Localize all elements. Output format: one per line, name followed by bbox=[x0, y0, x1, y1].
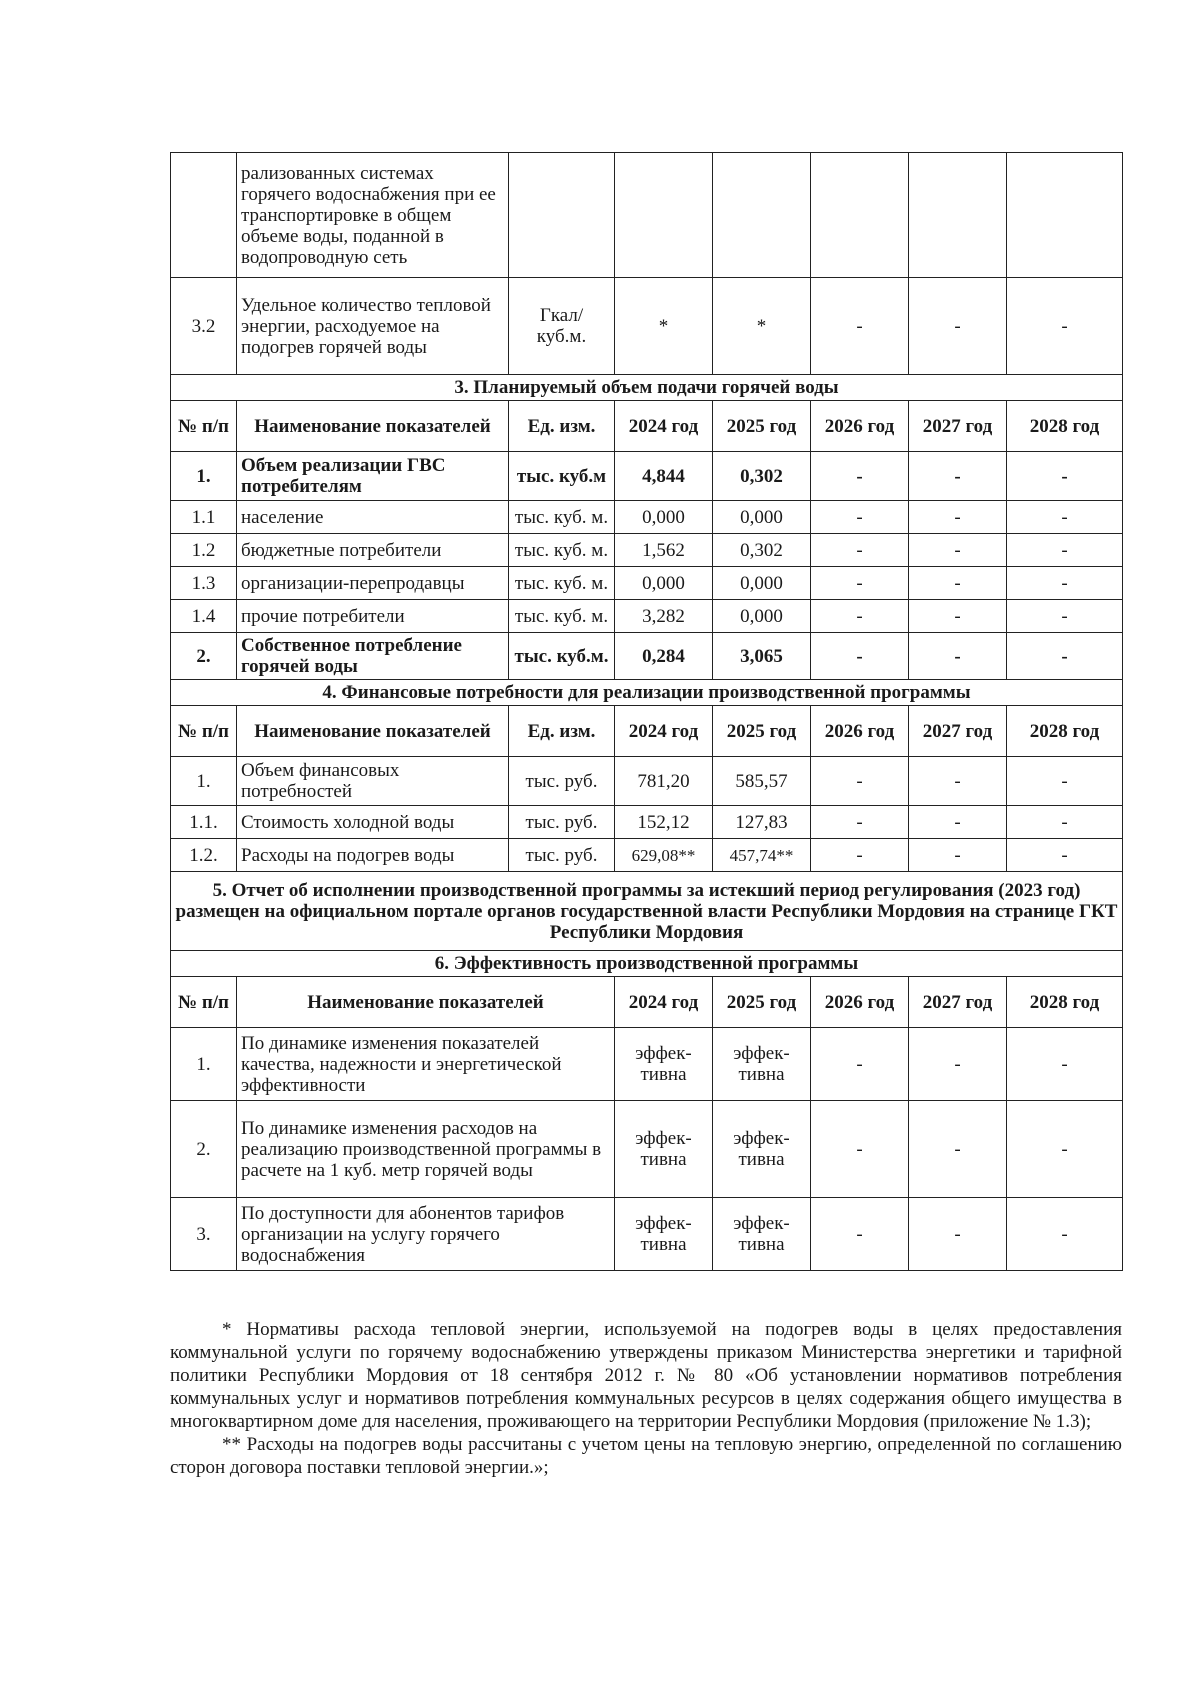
cell-num: 1. bbox=[171, 452, 237, 501]
cell-2026: - bbox=[811, 534, 909, 567]
table-row bbox=[171, 1101, 1123, 1198]
section-6-header-row bbox=[171, 977, 1123, 1028]
cell-name: бюджетные потребители bbox=[237, 534, 509, 567]
header-2026: 2026 год bbox=[811, 977, 909, 1028]
cell-unit bbox=[509, 153, 615, 278]
cell-name: Удельное количество тепловой энергии, расходуемое на подогрев горячей воды bbox=[237, 278, 509, 375]
cell-num: 3. bbox=[171, 1198, 237, 1271]
cell-2026: - bbox=[811, 757, 909, 806]
cell-2024: 629,08** bbox=[615, 839, 713, 872]
cell-2026: - bbox=[811, 1198, 909, 1271]
header-num: № п/п bbox=[171, 401, 237, 452]
table-row-3-2 bbox=[171, 278, 1123, 375]
cell-2027: - bbox=[909, 806, 1007, 839]
section-4-title-row bbox=[171, 680, 1123, 706]
section-4-header-row bbox=[171, 706, 1123, 757]
production-program-table bbox=[170, 152, 1123, 1271]
section-4-title: 4. Финансовые потребности для реализации производственной программы bbox=[171, 680, 1123, 706]
cell-2026: - bbox=[811, 567, 909, 600]
cell-2026: - bbox=[811, 806, 909, 839]
cell-2024: эффек- тивна bbox=[615, 1028, 713, 1101]
cell-num: 3.2 bbox=[171, 278, 237, 375]
cell-unit: тыс. куб. м. bbox=[509, 567, 615, 600]
cell-2028: - bbox=[1007, 757, 1123, 806]
cell-2026: - bbox=[811, 452, 909, 501]
table-row bbox=[171, 600, 1123, 633]
section-3-title-row bbox=[171, 375, 1123, 401]
cell-2025: 585,57 bbox=[713, 757, 811, 806]
cell-2028: - bbox=[1007, 452, 1123, 501]
cell-2027: - bbox=[909, 1101, 1007, 1198]
table-row bbox=[171, 839, 1123, 872]
cell-name: население bbox=[237, 501, 509, 534]
cell-2025: * bbox=[713, 278, 811, 375]
cell-name: Собственное потребление горячей воды bbox=[237, 633, 509, 680]
cell-unit: тыс. куб. м. bbox=[509, 501, 615, 534]
header-num: № п/п bbox=[171, 977, 237, 1028]
cell-2027: - bbox=[909, 839, 1007, 872]
cell-name: организации-перепродавцы bbox=[237, 567, 509, 600]
cell-2024: * bbox=[615, 278, 713, 375]
cell-num: 2. bbox=[171, 1101, 237, 1198]
cell-2026: - bbox=[811, 501, 909, 534]
cell-2024: 781,20 bbox=[615, 757, 713, 806]
cell-2028: - bbox=[1007, 806, 1123, 839]
cell-name: Стоимость холодной воды bbox=[237, 806, 509, 839]
header-2026: 2026 год bbox=[811, 401, 909, 452]
cell-2028: - bbox=[1007, 501, 1123, 534]
cell-name: Расходы на подогрев воды bbox=[237, 839, 509, 872]
table-row-continuation bbox=[171, 153, 1123, 278]
cell-2025: эффек- тивна bbox=[713, 1198, 811, 1271]
cell-num: 1.4 bbox=[171, 600, 237, 633]
header-2026: 2026 год bbox=[811, 706, 909, 757]
cell-2026: - bbox=[811, 600, 909, 633]
cell-2028: - bbox=[1007, 1198, 1123, 1271]
cell-2025: 0,000 bbox=[713, 501, 811, 534]
cell-2025: эффек- тивна bbox=[713, 1028, 811, 1101]
cell-2024: эффек- тивна bbox=[615, 1198, 713, 1271]
cell-2024: 0,284 bbox=[615, 633, 713, 680]
table-row bbox=[171, 757, 1123, 806]
header-name: Наименование показателей bbox=[237, 706, 509, 757]
section-5-report-text: 5. Отчет об исполнении производственной программы за истекший период регулирования (2023 год) размещен на официальном портале органов государственной власти Республики Мордовия на странице ГКТ Республики Мордовия bbox=[171, 872, 1123, 951]
header-2025: 2025 год bbox=[713, 401, 811, 452]
cell-2024: 0,000 bbox=[615, 567, 713, 600]
cell-2026: - bbox=[811, 1101, 909, 1198]
cell-name: Объем реализации ГВС потребителям bbox=[237, 452, 509, 501]
cell-num: 1.1. bbox=[171, 806, 237, 839]
cell-2027: - bbox=[909, 452, 1007, 501]
cell-2025 bbox=[713, 153, 811, 278]
cell-2028: - bbox=[1007, 600, 1123, 633]
cell-num: 1.2 bbox=[171, 534, 237, 567]
table-row bbox=[171, 1028, 1123, 1101]
section-3-title: 3. Планируемый объем подачи горячей воды bbox=[171, 375, 1123, 401]
cell-name: прочие потребители bbox=[237, 600, 509, 633]
cell-num: 1.3 bbox=[171, 567, 237, 600]
section-5-row bbox=[171, 872, 1123, 951]
cell-2025: 127,83 bbox=[713, 806, 811, 839]
cell-2026: - bbox=[811, 1028, 909, 1101]
table-row bbox=[171, 633, 1123, 680]
table-row bbox=[171, 806, 1123, 839]
cell-2027: - bbox=[909, 567, 1007, 600]
header-name: Наименование показателей bbox=[237, 977, 615, 1028]
cell-2028: - bbox=[1007, 633, 1123, 680]
cell-unit: Гкал/ куб.м. bbox=[509, 278, 615, 375]
cell-num: 2. bbox=[171, 633, 237, 680]
cell-2028: - bbox=[1007, 534, 1123, 567]
cell-name: По доступности для абонентов тарифов организации на услугу горячего водоснабжения bbox=[237, 1198, 615, 1271]
cell-2025: 0,000 bbox=[713, 600, 811, 633]
cell-name: По динамике изменения показателей качества, надежности и энергетической эффективности bbox=[237, 1028, 615, 1101]
cell-2025: 3,065 bbox=[713, 633, 811, 680]
header-2027: 2027 год bbox=[909, 977, 1007, 1028]
cell-2025: 0,302 bbox=[713, 534, 811, 567]
cell-2025: эффек- тивна bbox=[713, 1101, 811, 1198]
cell-name: По динамике изменения расходов на реализацию производственной программы в расчете на 1 куб. метр горячей воды bbox=[237, 1101, 615, 1198]
cell-2024: 4,844 bbox=[615, 452, 713, 501]
cell-2025: 0,000 bbox=[713, 567, 811, 600]
cell-name: рализованных системах горячего водоснабжения при ее транспортировке в общем объеме воды, поданной в водопроводную сеть bbox=[237, 153, 509, 278]
cell-2026 bbox=[811, 153, 909, 278]
section-3-header-row bbox=[171, 401, 1123, 452]
header-unit: Ед. изм. bbox=[509, 401, 615, 452]
cell-2027: - bbox=[909, 534, 1007, 567]
header-2024: 2024 год bbox=[615, 706, 713, 757]
header-2027: 2027 год bbox=[909, 401, 1007, 452]
cell-2028: - bbox=[1007, 1028, 1123, 1101]
footnote-2: ** Расходы на подогрев воды рассчитаны с учетом цены на тепловую энергию, определенной по соглашению сторон договора поставки тепловой энергии.»; bbox=[170, 1434, 1122, 1478]
footnote-1: * Нормативы расхода тепловой энергии, используемой на подогрев воды в целях предоставления коммунальной услуги по горячему водоснабжению утверждены приказом Министерства энергетики и тарифной политики Республики Мордовия от 18 сентября 2012 г. № 80 «Об установлении нормативов потребления коммунальных услуг и нормативов потребления коммунальных ресурсов в целях содержания общего имущества в многоквартирном доме для населения, проживающего на территории Республики Мордовия (приложение № 1.3); bbox=[170, 1319, 1122, 1432]
section-6-title: 6. Эффективность производственной программы bbox=[171, 951, 1123, 977]
cell-num: 1. bbox=[171, 1028, 237, 1101]
cell-2025: 0,302 bbox=[713, 452, 811, 501]
cell-2027: - bbox=[909, 633, 1007, 680]
cell-2027: - bbox=[909, 757, 1007, 806]
header-2024: 2024 год bbox=[615, 977, 713, 1028]
cell-2024: эффек- тивна bbox=[615, 1101, 713, 1198]
cell-num: 1.1 bbox=[171, 501, 237, 534]
table-row bbox=[171, 452, 1123, 501]
table-row bbox=[171, 1198, 1123, 1271]
footnotes bbox=[170, 1318, 1122, 1479]
cell-2028 bbox=[1007, 153, 1123, 278]
document-sheet bbox=[170, 152, 1122, 1271]
header-2025: 2025 год bbox=[713, 706, 811, 757]
header-num: № п/п bbox=[171, 706, 237, 757]
cell-num: 1.2. bbox=[171, 839, 237, 872]
header-2028: 2028 год bbox=[1007, 977, 1123, 1028]
cell-2024: 1,562 bbox=[615, 534, 713, 567]
cell-2026: - bbox=[811, 633, 909, 680]
table-row bbox=[171, 501, 1123, 534]
header-2028: 2028 год bbox=[1007, 706, 1123, 757]
header-2027: 2027 год bbox=[909, 706, 1007, 757]
cell-num bbox=[171, 153, 237, 278]
cell-2027: - bbox=[909, 278, 1007, 375]
cell-unit: тыс. куб.м. bbox=[509, 633, 615, 680]
header-2024: 2024 год bbox=[615, 401, 713, 452]
cell-2028: - bbox=[1007, 567, 1123, 600]
cell-2024: 3,282 bbox=[615, 600, 713, 633]
cell-2027: - bbox=[909, 600, 1007, 633]
cell-2028: - bbox=[1007, 1101, 1123, 1198]
table-row bbox=[171, 567, 1123, 600]
cell-unit: тыс. руб. bbox=[509, 757, 615, 806]
cell-2024: 0,000 bbox=[615, 501, 713, 534]
cell-unit: тыс. руб. bbox=[509, 806, 615, 839]
cell-2027: - bbox=[909, 501, 1007, 534]
cell-name: Объем финансовых потребностей bbox=[237, 757, 509, 806]
section-6-title-row bbox=[171, 951, 1123, 977]
header-name: Наименование показателей bbox=[237, 401, 509, 452]
cell-2026: - bbox=[811, 839, 909, 872]
cell-num: 1. bbox=[171, 757, 237, 806]
header-2028: 2028 год bbox=[1007, 401, 1123, 452]
cell-2024: 152,12 bbox=[615, 806, 713, 839]
cell-2024 bbox=[615, 153, 713, 278]
cell-unit: тыс. куб.м bbox=[509, 452, 615, 501]
cell-unit: тыс. руб. bbox=[509, 839, 615, 872]
cell-unit: тыс. куб. м. bbox=[509, 534, 615, 567]
cell-2025: 457,74** bbox=[713, 839, 811, 872]
cell-unit: тыс. куб. м. bbox=[509, 600, 615, 633]
cell-2027: - bbox=[909, 1028, 1007, 1101]
cell-2026: - bbox=[811, 278, 909, 375]
cell-2028: - bbox=[1007, 278, 1123, 375]
cell-2027: - bbox=[909, 1198, 1007, 1271]
table-row bbox=[171, 534, 1123, 567]
header-2025: 2025 год bbox=[713, 977, 811, 1028]
cell-2028: - bbox=[1007, 839, 1123, 872]
header-unit: Ед. изм. bbox=[509, 706, 615, 757]
cell-2027 bbox=[909, 153, 1007, 278]
